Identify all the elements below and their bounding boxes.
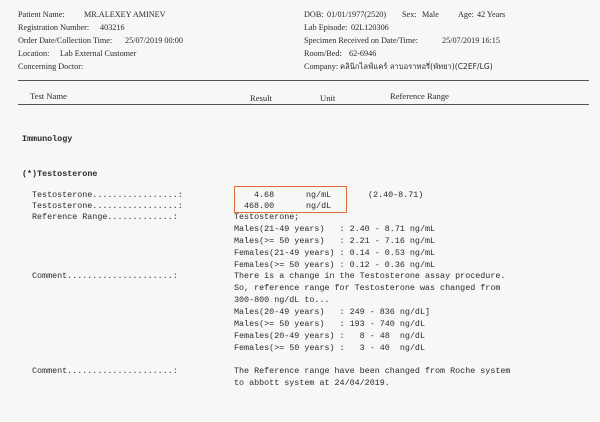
result-unit: ng/dL: [306, 201, 332, 211]
header-row-1: [18, 9, 588, 20]
registration-label: Registration Number:: [18, 23, 90, 32]
sex-label: Sex:: [402, 10, 417, 19]
result-range: (2.40-8.71): [368, 190, 424, 200]
registration-value: 403216: [100, 23, 125, 32]
age-label: Age:: [458, 10, 474, 19]
reference-line: Males(>= 50 years) : 2.21 - 7.16 ng/mL: [234, 236, 436, 246]
dob-label: DOB:: [304, 10, 324, 19]
comment-line: There is a change in the Testosterone assay procedure.: [234, 271, 506, 281]
header-divider: [18, 80, 589, 81]
lab-episode-value: 02L120306: [351, 23, 389, 32]
dob-value: 01/01/1977(2520): [327, 10, 387, 19]
comment-label: Comment.....................:: [32, 271, 178, 281]
patient-name-value: MR.ALEXEY AMINEV: [84, 10, 166, 19]
result-name: Testosterone.................:: [32, 190, 183, 200]
section-title: Immunology: [22, 134, 73, 144]
column-unit: Unit: [320, 93, 336, 103]
column-result: Result: [250, 93, 272, 103]
reference-line: Females(>= 50 years) : 0.12 - 0.36 ng/mL: [234, 260, 436, 270]
room-bed-label: Room/Bed:: [304, 49, 342, 58]
comment-line: The Reference range have been changed from Roche system: [234, 366, 511, 376]
sex-value: Male: [422, 10, 439, 19]
comment-line: Males(>= 50 years) : 193 - 740 ng/dL: [234, 319, 425, 329]
specimen-received-label: Specimen Received on Date/Time:: [304, 36, 419, 45]
room-bed-value: 62-6946: [349, 49, 377, 58]
header-row-5: [18, 61, 588, 72]
concerning-doctor-label: Concerning Doctor:: [18, 62, 84, 71]
reference-range-label: Reference Range.............:: [32, 212, 178, 222]
age-value: 42 Years: [477, 10, 506, 19]
comment-label: Comment.....................:: [32, 366, 178, 376]
column-test-name: Test Name: [30, 91, 67, 101]
result-highlight-box: [234, 186, 347, 213]
result-value: 4.68: [254, 190, 275, 200]
section-subtitle: (*)Testosterone: [22, 169, 98, 179]
specimen-received-value: 25/07/2019 16:15: [442, 36, 500, 45]
comment-line: 300-800 ng/dL to...: [234, 295, 330, 305]
header-row-2: [18, 22, 588, 33]
column-divider: [18, 104, 589, 105]
location-label: Location:: [18, 49, 50, 58]
comment-line: to abbott system at 24/04/2019.: [234, 378, 390, 388]
reference-line: Females(21-49 years) : 0.14 - 0.53 ng/mL: [234, 248, 436, 258]
lab-episode-label: Lab Episode:: [304, 23, 348, 32]
column-reference-range: Reference Range: [390, 91, 449, 101]
company-label: Company:: [304, 62, 339, 71]
header-row-3: [18, 35, 588, 46]
order-date-value: 25/07/2019 00:00: [125, 36, 183, 45]
comment-line: Males(20-49 years) : 249 - 836 ng/dL]: [234, 307, 431, 317]
reference-line: Testosterone;: [234, 212, 300, 222]
result-value: 468.00: [244, 201, 275, 211]
company-value: คลินิกไลฟ์แคร์ ลาบอราทอรี่(พัทยา)(C2EF/LG): [340, 62, 493, 71]
result-unit: ng/mL: [306, 190, 332, 200]
order-date-label: Order Date/Collection Time:: [18, 36, 113, 45]
result-name: Testosterone.................:: [32, 201, 183, 211]
comment-line: Females(>= 50 years) : 3 - 40 ng/dL: [234, 343, 425, 353]
patient-name-label: Patient Name:: [18, 10, 65, 19]
comment-line: So, reference range for Testosterone was changed from: [234, 283, 501, 293]
header-row-4: [18, 48, 588, 59]
location-value: Lab External Customer: [60, 49, 137, 58]
reference-line: Males(21-49 years) : 2.40 - 8.71 ng/mL: [234, 224, 436, 234]
comment-line: Females(20-49 years) : 8 - 48 ng/dL: [234, 331, 425, 341]
